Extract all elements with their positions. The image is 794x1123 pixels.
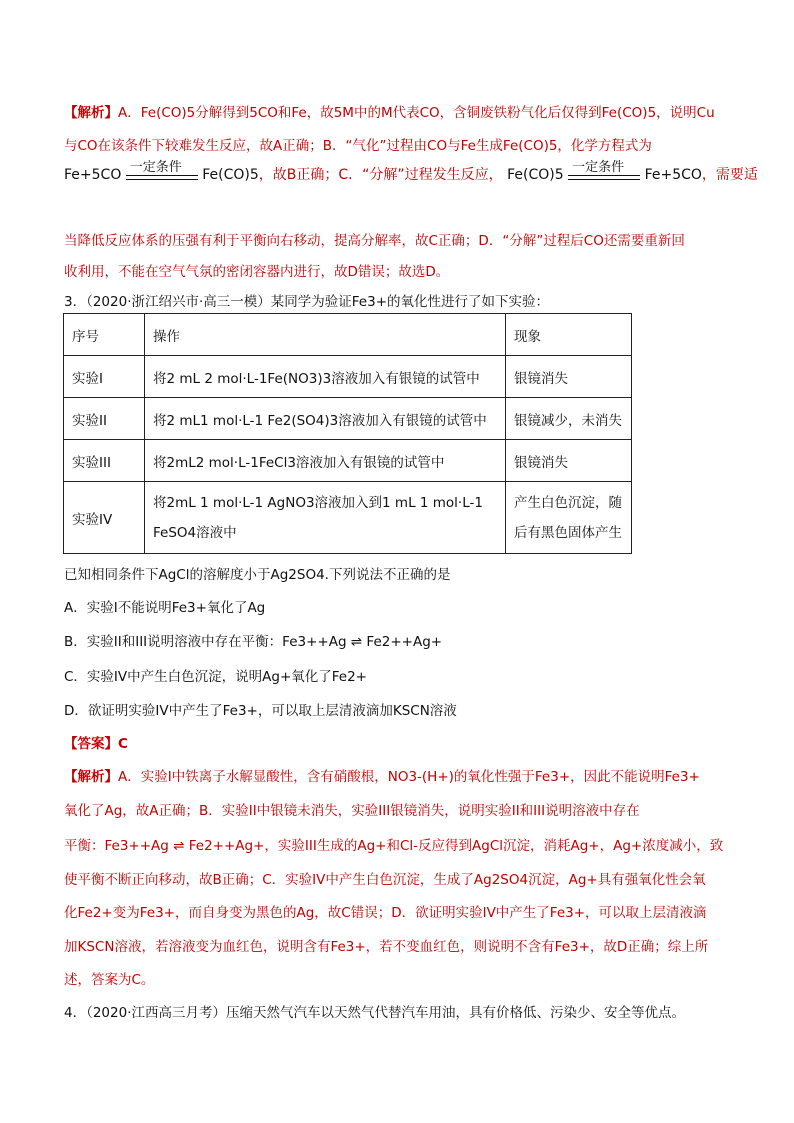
analysis1-text-2: 与CO在该条件下较难发生反应，故A正确；B．“气化”过程由CO与Fe生成Fe(CO)5，化学方程式为 bbox=[64, 138, 652, 154]
table-cell: 将2 mL 2 mol·L-1Fe(NO3)3溶液加入有银镜的试管中 bbox=[145, 356, 506, 398]
equation2-left: Fe(CO)5 bbox=[507, 167, 564, 183]
analysis1-equation-line bbox=[64, 160, 758, 185]
table-cell: 产生白色沉淀，随后有黑色固体产生 bbox=[506, 482, 632, 554]
table-cell: 实验III bbox=[64, 440, 145, 482]
answer-line bbox=[64, 732, 128, 752]
analysis1-text-5: 收利用，不能在空气气氛的密闭容器内进行，故D错误；故选D。 bbox=[64, 264, 450, 280]
analysis3-line-5 bbox=[64, 935, 708, 955]
question3-stem-text: 3．（2020·浙江绍兴市·高三一模）某同学为验证Fe3+的氧化性进行了如下实验： bbox=[64, 294, 550, 310]
analysis3-line-4 bbox=[64, 901, 707, 921]
answer-value: C bbox=[118, 736, 128, 752]
analysis3-tag: 【解析】 bbox=[64, 769, 118, 785]
analysis3-line-0 bbox=[64, 765, 700, 785]
analysis3-line-6 bbox=[64, 968, 154, 988]
table-header-cell: 操作 bbox=[145, 314, 506, 356]
analysis3-text-2: 平衡：Fe3++Ag ⇌ Fe2++Ag+，实验III生成的Ag+和Cl-反应得到AgCl沉淀，消耗Ag+，Ag+浓度减小，致 bbox=[64, 838, 724, 854]
equation2-arrow bbox=[568, 160, 640, 185]
table-cell: 实验II bbox=[64, 398, 145, 440]
analysis1-text-1: A．Fe(CO)5分解得到5CO和Fe，故5M中的M代表CO，含铜废铁粉气化后仅得到Fe(CO)5，说明Cu bbox=[118, 105, 715, 121]
option-d-text: D．欲证明实验IV中产生了Fe3+，可以取上层清液滴加KSCN溶液 bbox=[64, 703, 457, 719]
equation1-condition: 一定条件 bbox=[129, 160, 182, 175]
analysis1-line3-tail: ，需要适 bbox=[701, 167, 758, 183]
analysis1-line4 bbox=[64, 229, 685, 249]
option-b-text: B．实验II和III说明溶液中存在平衡：Fe3++Ag ⇌ Fe2++Ag+ bbox=[64, 634, 443, 650]
table-cell: 实验I bbox=[64, 356, 145, 398]
table-row bbox=[64, 356, 632, 398]
analysis3-line-1 bbox=[64, 799, 640, 819]
analysis-tag: 【解析】 bbox=[64, 105, 118, 121]
analysis3-text-3: 使平衡不断正向移动，故B正确；C．实验IV中产生白色沉淀，生成了Ag2SO4沉淀，Ag+具有强氧化性会氧 bbox=[64, 872, 706, 888]
answer-tag: 【答案】 bbox=[64, 736, 118, 752]
question4-stem bbox=[64, 1001, 685, 1021]
table-cell: 银镜减少，未消失 bbox=[506, 398, 632, 440]
table-header-cell: 序号 bbox=[64, 314, 145, 356]
table-cell: 银镜消失 bbox=[506, 440, 632, 482]
question4-stem-text: 4．（2020·江西高三月考）压缩天然气汽车以天然气代替汽车用油，具有价格低、污染少、安全等优点。 bbox=[64, 1005, 685, 1021]
equation1-arrow bbox=[126, 160, 198, 185]
analysis1-line1 bbox=[64, 101, 715, 121]
analysis3-line-2 bbox=[64, 834, 723, 854]
question3-premise bbox=[64, 563, 450, 583]
option-d bbox=[64, 699, 457, 719]
table-row bbox=[64, 398, 632, 440]
table-cell: 实验IV bbox=[64, 482, 145, 554]
analysis1-line2 bbox=[64, 134, 652, 154]
question3-stem bbox=[64, 290, 549, 310]
analysis3-text-6: 述，答案为C。 bbox=[64, 972, 155, 988]
table-cell: 将2 mL1 mol·L-1 Fe2(SO4)3溶液加入有银镜的试管中 bbox=[145, 398, 506, 440]
table-row bbox=[64, 482, 632, 554]
option-c bbox=[64, 665, 367, 685]
table-cell: 将2mL2 mol·L-1FeCl3溶液加入有银镜的试管中 bbox=[145, 440, 506, 482]
option-a-text: A．实验I不能说明Fe3+氧化了Ag bbox=[64, 600, 266, 616]
table-cell: 银镜消失 bbox=[506, 356, 632, 398]
table-cell: 将2mL 1 mol·L-1 AgNO3溶液加入到1 mL 1 mol·L-1 FeSO4溶液中 bbox=[145, 482, 506, 554]
table-row bbox=[64, 440, 632, 482]
equation1-right: Fe(CO)5 bbox=[202, 167, 259, 183]
analysis1-text-4: 当降低反应体系的压强有利于平衡向右移动，提高分解率，故C正确；D．“分解”过程后CO还需要重新回 bbox=[64, 233, 685, 249]
table-header-cell: 现象 bbox=[506, 314, 632, 356]
analysis1-mid-text: ，故B正确；C．“分解”过程发生反应， bbox=[258, 167, 503, 183]
equation1-left: Fe+5CO bbox=[64, 167, 122, 183]
equation2-right: Fe+5CO bbox=[644, 167, 702, 183]
experiment-table bbox=[63, 313, 632, 554]
analysis3-text-0: A．实验I中铁离子水解显酸性，含有硝酸根，NO3-(H+)的氧化性强于Fe3+，因此不能说明Fe3+ bbox=[118, 769, 700, 785]
equation2-condition: 一定条件 bbox=[572, 160, 625, 175]
analysis3-text-4: 化Fe2+变为Fe3+，而自身变为黑色的Ag，故C错误；D．欲证明实验IV中产生了Fe3+，可以取上层清液滴 bbox=[64, 905, 707, 921]
option-a bbox=[64, 596, 265, 616]
analysis3-line-3 bbox=[64, 868, 706, 888]
question3-premise-text: 已知相同条件下AgCl的溶解度小于Ag2SO4.下列说法不正确的是 bbox=[64, 567, 451, 583]
option-b bbox=[64, 630, 442, 650]
analysis3-text-1: 氧化了Ag，故A正确；B．实验II中银镜未消失，实验III银镜消失，说明实验II和III说明溶液中存在 bbox=[64, 803, 640, 819]
table-header-row bbox=[64, 314, 632, 356]
analysis3-text-5: 加KSCN溶液，若溶液变为血红色，说明含有Fe3+，若不变血红色，则说明不含有Fe3+，故D正确；综上所 bbox=[64, 939, 709, 955]
option-c-text: C．实验IV中产生白色沉淀，说明Ag+氧化了Fe2+ bbox=[64, 669, 367, 685]
analysis1-line5 bbox=[64, 260, 449, 280]
